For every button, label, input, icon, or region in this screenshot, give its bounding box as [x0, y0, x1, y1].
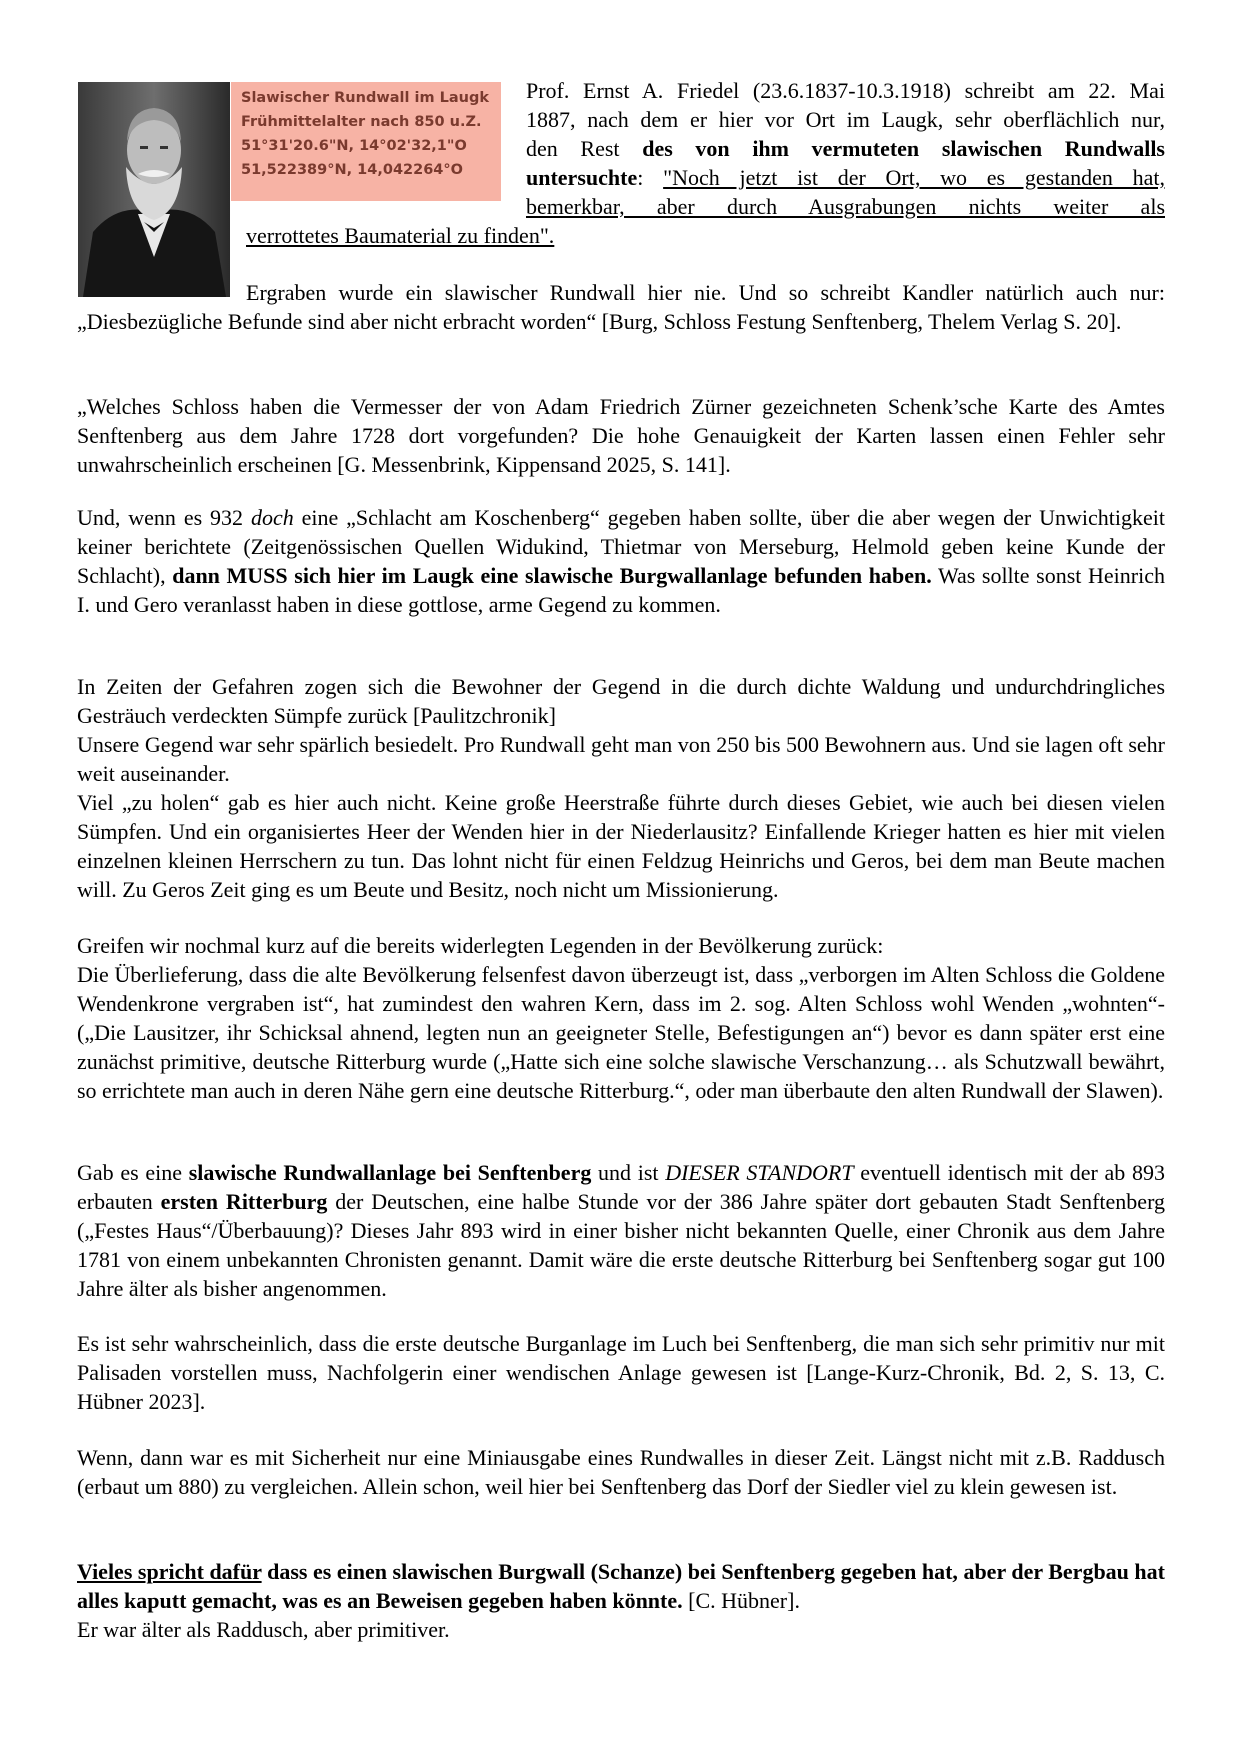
intro-line: 1887, nach dem er hier vor Ort im Laugk, sehr oberflächlich nur,	[526, 107, 1165, 132]
portrait-photo	[78, 82, 230, 297]
paragraph-legends	[77, 931, 1165, 1105]
paragraph-battle: Und, wenn es 932 doch eine „Schlacht am Koschenberg“ gegeben haben sollte, über die aber wegen der Unwichtigkeit keiner berichtete (Zeitgenössischen Quellen Widukind, Thietmar von Merseburg, Helmold geben keine Kunde der Schlacht), dann MUSS sich hier im Laugk eine slawische Burgwallanlage befunden haben. Was sollte sonst Heinrich I. und Gero veranlasst haben in diese gottlose, arme Gegend zu kommen.	[77, 505, 1165, 617]
paragraph-map-question: „Welches Schloss haben die Vermesser der von Adam Friedrich Zürner gezeichneten Schenk’sche Karte des Amtes Senftenberg aus dem Jahre 1728 dort vorgefunden? Die hohe Genauigkeit der Karten lassen einen Fehler sehr unwahrscheinlich erscheinen [G. Messenbrink, Kippensand 2025, S. 141].	[77, 394, 1165, 477]
paragraph-conclusion: Vieles spricht dafür dass es einen slawischen Burgwall (Schanze) bei Senftenberg gegeben hat, aber der Bergbau hat alles kaputt gemacht, was es an Beweisen gegeben haben könnte. [C. Hübner].	[77, 1559, 1165, 1613]
caption-line: Slawischer Rundwall im Laugk	[241, 90, 490, 106]
paragraph-rundwallanlage: Gab es eine slawische Rundwallanlage bei Senftenberg und ist DIESER STANDORT eventuell identisch mit der ab 893 erbauten ersten Ritterburg der Deutschen, eine halbe Stunde vor der 386 Jahre später dort gebauten Stadt Senftenberg („Festes Haus“/Überbauung)? Dieses Jahr 893 wird in einer bisher nicht bekannten Quelle, einer Chronik aus dem Jahre 1781 von einem unbekannten Chronisten genannt. Damit wäre die erste deutsche Ritterburg bei Senftenberg sogar gut 100 Jahre älter als bisher angenommen.	[77, 1160, 1165, 1301]
settlement-line-a: In Zeiten der Gefahren zogen sich die Bewohner der Gegend in die durch dichte Waldung und undurchdringliches Gesträuch verdeckten Sümpfe zurück [Paulitzchronik]	[77, 674, 1165, 728]
intro-line: untersuchte: "Noch jetzt ist der Ort, wo es gestanden hat,	[526, 165, 1165, 190]
portrait-image	[78, 82, 230, 297]
caption-line: 51,522389°N, 14,042264°O	[241, 162, 463, 178]
paragraph-burganlage: Es ist sehr wahrscheinlich, dass die erste deutsche Burganlage im Luch bei Senftenberg, die man sich sehr primitiv nur mit Palisaden vorstellen muss, Nachfolgerin einer wendischen Anlage gewesen ist [Lange-Kurz-Chronik, Bd. 2, S. 13, C. Hübner 2023].	[77, 1331, 1165, 1414]
caption-line: 51°31'20.6"N, 14°02'32,1"O	[241, 138, 467, 154]
intro-line: Prof. Ernst A. Friedel (23.6.1837-10.3.1918) schreibt am 22. Mai	[526, 78, 1165, 103]
paragraph-miniausgabe: Wenn, dann war es mit Sicherheit nur eine Miniausgabe eines Rundwalles in dieser Zeit. Längst nicht mit z.B. Raddusch (erbaut um 880) zu vergleichen. Allein schon, weil hier bei Senftenberg das Dorf der Siedler viel zu klein gewesen ist.	[77, 1445, 1165, 1499]
settlement-line-c: Viel „zu holen“ gab es hier auch nicht. Keine große Heerstraße führte durch dieses Gebiet, wie auch bei diesen vielen Sümpfen. Und ein organisiertes Heer der Wenden hier in der Niederlausitz? Einfallende Krieger hatten es hier mit vielen einzelnen kleinen Herrschern zu tun. Das lohnt nicht für einen Feldzug Heinrichs und Geros, bei dem man Beute machen will. Zu Geros Zeit ging es um Beute und Besitz, noch nicht um Missionierung.	[77, 790, 1165, 902]
conclusion-final-line: Er war älter als Raddusch, aber primitiver.	[77, 1617, 450, 1642]
paragraph-excavation: Ergraben wurde ein slawischer Rundwall hier nie. Und so schreibt Kandler natürlich auch nur: „Diesbezügliche Befunde sind aber nicht erbracht worden“ [Burg, Schloss Festung Senftenberg, Thelem Verlag S. 20].	[77, 280, 1165, 334]
caption-line: Frühmittelalter nach 850 u.Z.	[241, 114, 482, 130]
paragraph-settlement	[77, 672, 1165, 904]
settlement-line-b: Unsere Gegend war sehr spärlich besiedelt. Pro Rundwall geht man von 250 bis 500 Bewohnern aus. Und sie lagen oft sehr weit auseinander.	[77, 732, 1165, 786]
legends-intro: Greifen wir nochmal kurz auf die bereits widerlegten Legenden in der Bevölkerung zurück:	[77, 933, 884, 958]
intro-quote-end: verrottetes Baumaterial zu finden".	[246, 223, 555, 248]
location-caption	[231, 82, 501, 201]
intro-quote-line: bemerkbar, aber durch Ausgrabungen nichts weiter als	[526, 194, 1165, 219]
legends-body: Die Überlieferung, dass die alte Bevölkerung felsenfest davon überzeugt ist, dass „verborgen im Alten Schloss die Goldene Wendenkrone vergraben ist“, hat zumindest den wahren Kern, dass im 2. sog. Alten Schloss wohl Wenden „wohnten“- („Die Lausitzer, ihr Schicksal ahnend, legten nun an geeigneter Stelle, Befestigungen an“) bevor es dann später erst eine zunächst primitive, deutsche Ritterburg wurde („Hatte sich eine solche slawische Verschanzung… als Schutzwall bewährt, so errichtete man auch in deren Nähe gern eine deutsche Ritterburg.“, oder man überbaute den alten Rundwall der Slawen).	[77, 962, 1165, 1103]
intro-line: den Rest des von ihm vermuteten slawischen Rundwalls	[526, 136, 1165, 161]
